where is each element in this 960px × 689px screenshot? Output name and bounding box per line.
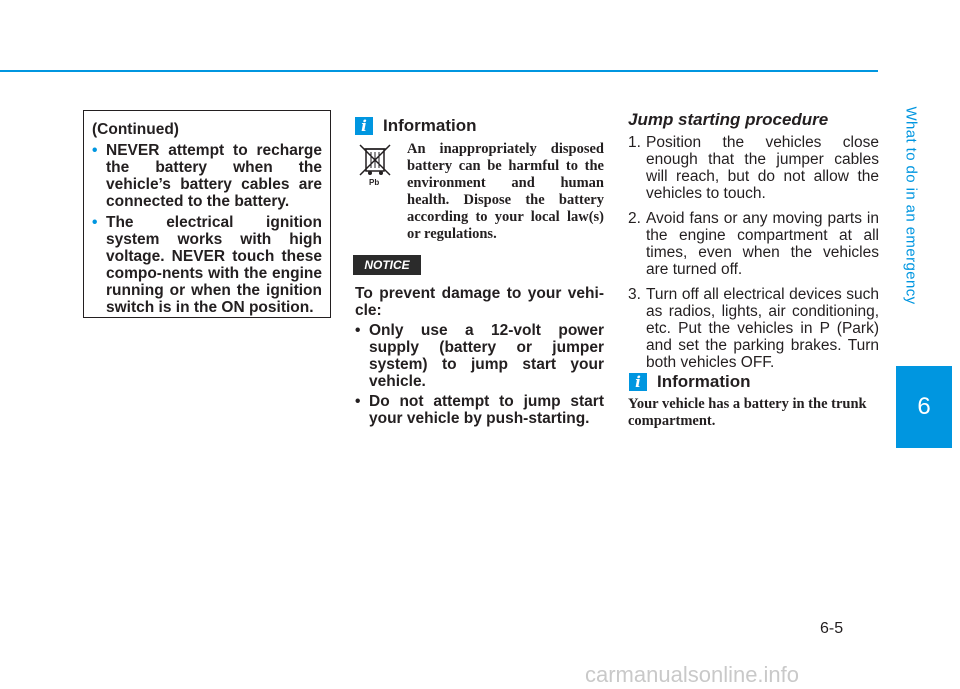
info-heading-2 [629, 372, 751, 392]
notice-intro: To prevent damage to your vehi-cle: [355, 285, 604, 319]
bullet-icon: • [92, 142, 98, 159]
chapter-tab[interactable] [896, 366, 952, 448]
notice-text [355, 285, 604, 430]
bullet-icon: • [92, 214, 98, 231]
crossed-bin-icon [354, 141, 398, 187]
notice-badge: NOTICE [353, 255, 421, 275]
step-item: 2. Avoid fans or any moving parts in the engine compartment at all times, even when the vehicles are turned off. [628, 210, 879, 278]
step-number: 3. [628, 286, 641, 303]
chapter-number: 6 [917, 393, 931, 420]
section-title: Jump starting procedure [628, 110, 829, 129]
header-rule [0, 70, 878, 72]
continued-label: (Continued) [92, 121, 179, 138]
notice-item: • Only use a 12-volt power supply (battery or jumper system) to jump start your vehicle. [355, 322, 604, 390]
notice-item: • Do not attempt to jump start your vehicle by push-starting. [355, 393, 604, 427]
step-item: 1. Position the vehicles close enough that the jumper cables will reach, but do not allow the vehicles to touch. [628, 134, 879, 202]
notice-list [355, 322, 604, 427]
step-item: 3. Turn off all electrical devices such as radios, lights, air conditioning, etc. Put the vehicles in P (Park) and set the parking brakes. Turn both vehicles OFF. [628, 286, 879, 371]
info-title: Information [657, 372, 751, 391]
page-number: 6-5 [820, 620, 844, 637]
info-icon: i [355, 117, 373, 135]
bullet-icon: • [355, 393, 361, 410]
warning-list [92, 142, 322, 316]
step-number: 1. [628, 134, 641, 151]
info-heading [355, 116, 477, 136]
info-text-2: Your vehicle has a battery in the trunk compartment. [628, 396, 867, 429]
warning-item: • NEVER attempt to recharge the battery when the vehicle’s battery cables are connected to the battery. [92, 142, 322, 210]
procedure-steps [628, 134, 879, 379]
watermark: carmanualsonline.info [585, 662, 800, 687]
bullet-icon: • [355, 322, 361, 339]
warning-item: • The electrical ignition system works with high voltage. NEVER touch these compo-nents with the engine running or when the ignition switch is in the ON position. [92, 214, 322, 316]
chapter-side-label: What to do in an emergency [902, 105, 920, 305]
warning-box [83, 110, 331, 318]
info-text: An inappropriately disposed battery can be harmful to the environment and human health. Dispose the battery according to your local law(s) or regulations. [407, 141, 604, 242]
info-title: Information [383, 116, 477, 135]
steps-list [628, 134, 879, 371]
info-icon: i [629, 373, 647, 391]
recycle-label: Pb [369, 178, 380, 187]
step-number: 2. [628, 210, 641, 227]
